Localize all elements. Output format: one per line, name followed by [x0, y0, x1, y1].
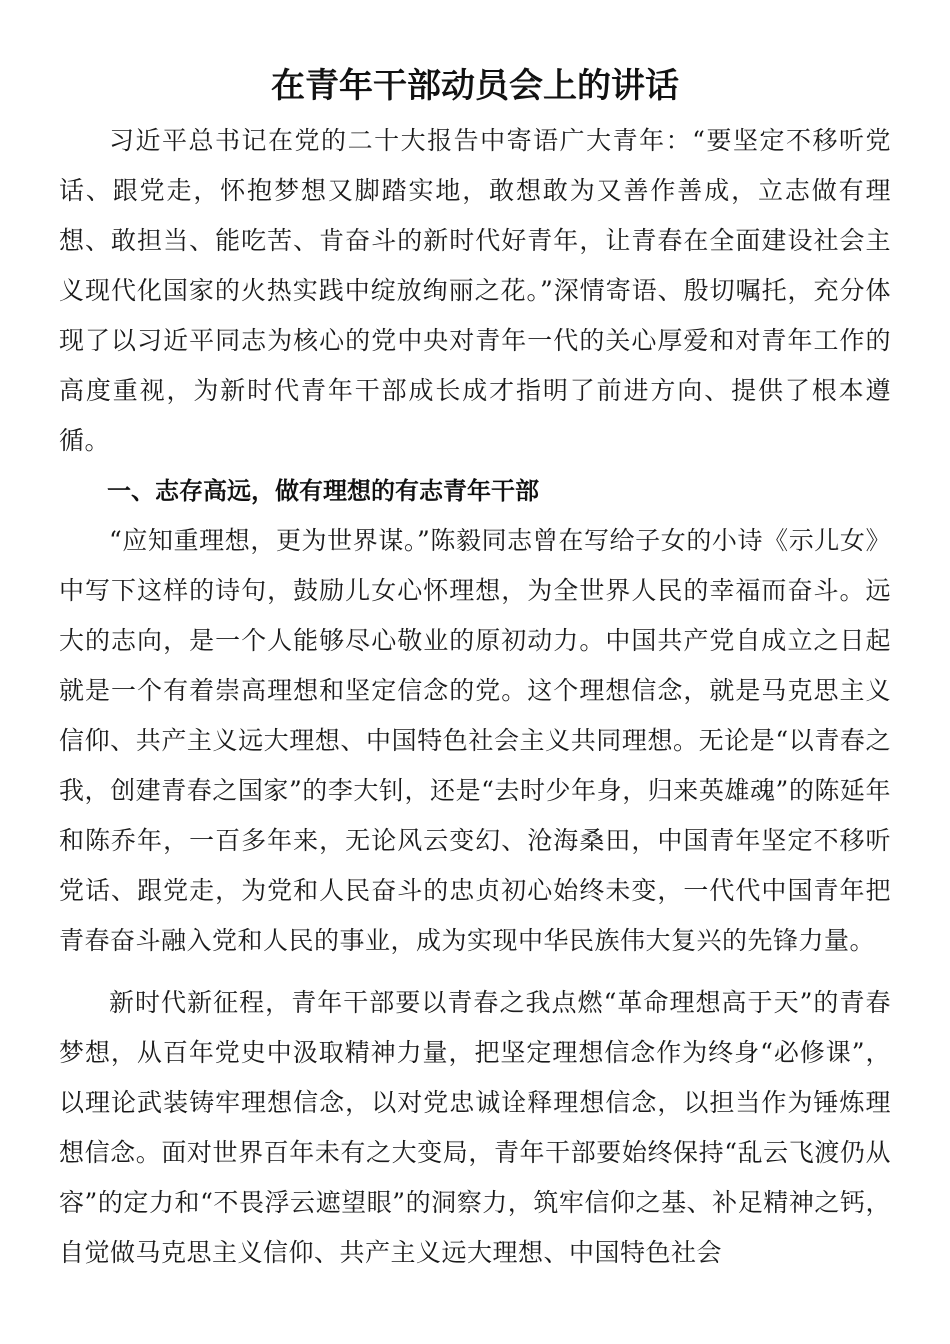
section1-paragraph-2: 新时代新征程，青年干部要以青春之我点燃“革命理想高于天”的青春梦想，从百年党史中汲取精神力量，把坚定理想信念作为终身“必修课”，以理论武装铸牢理想信念，以对党忠诚诠释理想信念，以担当作为锤炼理想信念。面对世界百年未有之大变局，青年干部要始终保持“乱云飞渡仍从容”的定力和“不畏浮云遮望眼”的洞察力，筑牢信仰之基、补足精神之钙，自觉做马克思主义信仰、共产主义远大理想、中国特色社会 — [59, 988, 891, 1267]
section-heading-1: 一、志存高远，做有理想的有志青年干部 — [107, 477, 539, 505]
intro-paragraph: 习近平总书记在党的二十大报告中寄语广大青年：“要坚定不移听党话、跟党走，怀抱梦想又脚踏实地，敢想敢为又善作善成，立志做有理想、敢担当、能吃苦、肯奋斗的新时代好青年，让青春在全面建设社会主义现代化国家的火热实践中绽放绚丽之花。”深情寄语、殷切嘱托，充分体现了以习近平同志为核心的党中央对青年一代的关心厚爱和对青年工作的高度重视，为新时代青年干部成长成才指明了前进方向、提供了根本遵循。 — [59, 126, 891, 455]
document-title: 在青年干部动员会上的讲话 — [271, 66, 679, 106]
document-body — [59, 116, 891, 1278]
section1-paragraph-1: “应知重理想，更为世界谋。”陈毅同志曾在写给子女的小诗《示儿女》中写下这样的诗句，鼓励儿女心怀理想，为全世界人民的幸福而奋斗。远大的志向，是一个人能够尽心敬业的原初动力。中国共产党自成立之日起就是一个有着崇高理想和坚定信念的党。这个理想信念，就是马克思主义信仰、共产主义远大理想、中国特色社会主义共同理想。无论是“以青春之我，创建青春之国家”的李大钊，还是“去时少年身，归来英雄魂”的陈延年和陈乔年，一百多年来，无论风云变幻、沧海桑田，中国青年坚定不移听党话、跟党走，为党和人民奋斗的忠贞初心始终未变，一代代中国青年把青春奋斗融入党和人民的事业，成为实现中华民族伟大复兴的先锋力量。 — [59, 526, 891, 955]
